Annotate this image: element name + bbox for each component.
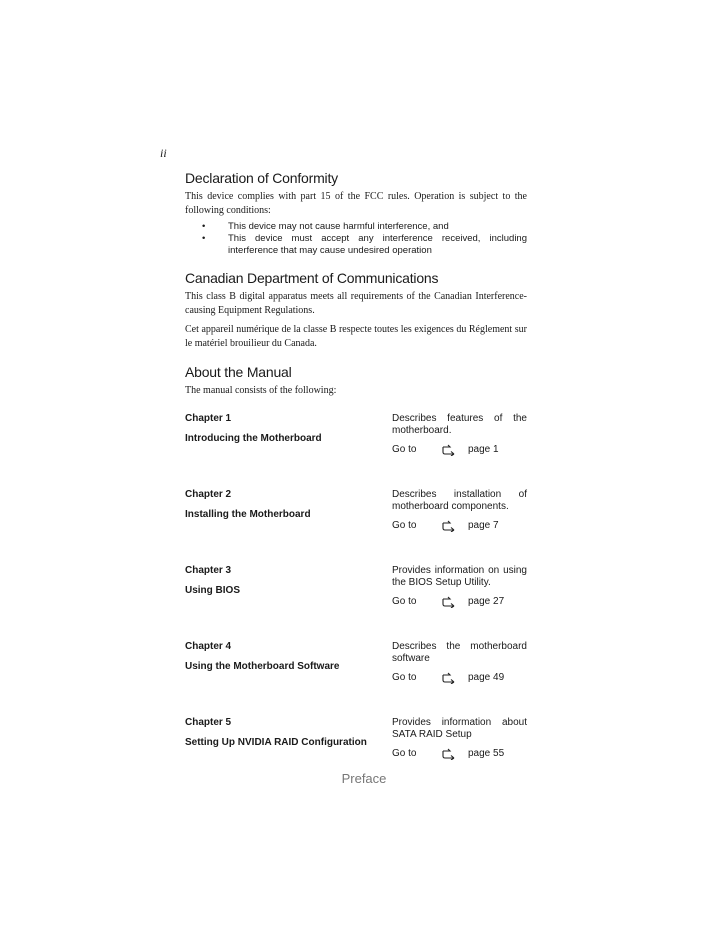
section-title-about: About the Manual bbox=[185, 364, 292, 380]
chapter-list bbox=[185, 413, 527, 793]
about-section bbox=[185, 362, 527, 398]
goto-label: Go to bbox=[392, 748, 417, 759]
chapter-page-ref: page 27 bbox=[468, 596, 505, 607]
bullet-icon: • bbox=[202, 233, 206, 244]
canadian-paragraph-english: This class B digital apparatus meets all requirements of the Canadian Interference-causing Equipment Regulations. bbox=[185, 291, 527, 316]
declaration-intro: This device complies with part 15 of the FCC rules. Operation is subject to the following conditions: bbox=[185, 191, 527, 216]
goto-row bbox=[392, 595, 527, 609]
chapter-description: Describes features of the motherboard. bbox=[392, 413, 527, 436]
chapter-entry-1 bbox=[185, 413, 527, 489]
chapter-description: Describes installation of motherboard components. bbox=[392, 489, 527, 512]
chapter-number: Chapter 4 bbox=[185, 641, 232, 652]
chapter-page-ref: page 7 bbox=[468, 520, 499, 531]
bullet-icon: • bbox=[202, 221, 206, 232]
pointing-arrow-icon bbox=[442, 748, 456, 760]
chapter-title: Using the Motherboard Software bbox=[185, 661, 340, 672]
section-title-declaration: Declaration of Conformity bbox=[185, 170, 338, 186]
chapter-description: Describes the motherboard software bbox=[392, 641, 527, 664]
canadian-section bbox=[185, 268, 527, 351]
condition-text: This device must accept any interference received, including interference that may cause undesired operation bbox=[228, 233, 527, 256]
chapter-title: Installing the Motherboard bbox=[185, 509, 311, 520]
condition-text: This device may not cause harmful interference, and bbox=[228, 221, 449, 232]
chapter-number: Chapter 2 bbox=[185, 489, 232, 500]
list-item bbox=[202, 221, 527, 233]
about-intro: The manual consists of the following: bbox=[185, 385, 337, 396]
goto-row bbox=[392, 443, 527, 457]
chapter-number: Chapter 3 bbox=[185, 565, 232, 576]
goto-label: Go to bbox=[392, 444, 417, 455]
goto-label: Go to bbox=[392, 672, 417, 683]
conditions-list bbox=[185, 221, 527, 257]
chapter-entry-3 bbox=[185, 565, 527, 641]
chapter-page-ref: page 55 bbox=[468, 748, 505, 759]
page-content bbox=[185, 168, 527, 793]
chapter-number: Chapter 1 bbox=[185, 413, 232, 424]
chapter-title: Setting Up NVIDIA RAID Configuration bbox=[185, 737, 367, 748]
chapter-page-ref: page 49 bbox=[468, 672, 505, 683]
chapter-description: Provides information on using the BIOS Setup Utility. bbox=[392, 565, 527, 588]
goto-label: Go to bbox=[392, 596, 417, 607]
chapter-title: Using BIOS bbox=[185, 585, 241, 596]
chapter-title: Introducing the Motherboard bbox=[185, 433, 322, 444]
list-item bbox=[202, 233, 527, 257]
goto-row bbox=[392, 519, 527, 533]
pointing-arrow-icon bbox=[442, 596, 456, 608]
chapter-description: Provides information about SATA RAID Setup bbox=[392, 717, 527, 740]
pointing-arrow-icon bbox=[442, 520, 456, 532]
goto-row bbox=[392, 747, 527, 761]
page-number: ii bbox=[160, 146, 167, 160]
declaration-section bbox=[185, 168, 527, 257]
canadian-paragraph-french: Cet appareil numérique de la classe B respecte toutes les exigences du Réglement sur le matériel brouilieur du Canada. bbox=[185, 324, 527, 349]
chapter-entry-2 bbox=[185, 489, 527, 565]
goto-label: Go to bbox=[392, 520, 417, 531]
pointing-arrow-icon bbox=[442, 672, 456, 684]
chapter-page-ref: page 1 bbox=[468, 444, 499, 455]
chapter-number: Chapter 5 bbox=[185, 717, 232, 728]
section-title-canadian: Canadian Department of Communications bbox=[185, 270, 439, 286]
pointing-arrow-icon bbox=[442, 444, 456, 456]
chapter-entry-4 bbox=[185, 641, 527, 717]
footer-section-label: Preface bbox=[341, 771, 387, 786]
goto-row bbox=[392, 671, 527, 685]
